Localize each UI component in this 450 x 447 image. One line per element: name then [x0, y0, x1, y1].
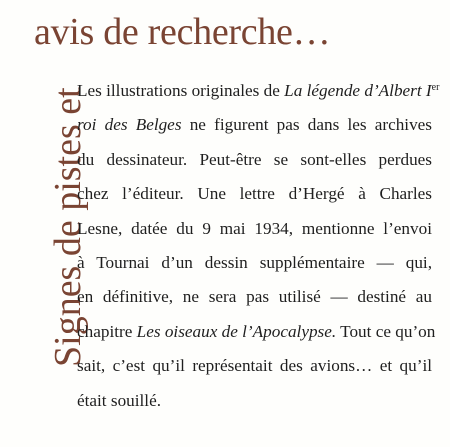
paragraph-line	[77, 74, 440, 108]
text-run: était souillé.	[77, 390, 162, 410]
text-run: chez l’éditeur. Une lettre d’Hergé à Charles	[77, 184, 432, 204]
paragraph-line	[77, 108, 432, 142]
paragraph-line	[77, 315, 436, 349]
paragraph-line	[77, 177, 432, 211]
superscript: er	[431, 82, 440, 93]
text-run: sait, c’est qu’il représentait des avions… et qu’il	[77, 356, 432, 376]
italic-title: roi des Belges	[77, 115, 182, 135]
vertical-section-title: Signes de pistes et	[47, 87, 89, 367]
paragraph-line	[77, 384, 432, 418]
section-heading: avis de recherche…	[34, 11, 331, 53]
text-run: ne figurent pas dans les archives	[181, 115, 432, 135]
italic-title: Les oiseaux de l’Apocalypse.	[136, 321, 337, 341]
paragraph-line	[77, 349, 432, 383]
text-run: Les illustrations originales de	[77, 81, 285, 100]
paragraph-line	[77, 143, 432, 177]
text-run: Lesne, datée du 9 mai 1934, mentionne l’envoi	[77, 218, 432, 238]
body-paragraph	[77, 74, 440, 418]
italic-title: La légende d’Albert I	[284, 81, 432, 100]
text-run: Tout ce qu’on	[336, 321, 436, 341]
text-run: chapitre	[77, 321, 137, 341]
paragraph-line	[77, 280, 432, 314]
paragraph-line	[77, 246, 432, 280]
paragraph-line	[77, 212, 432, 246]
text-run: à Tournai d’un dessin supplémentaire — qui,	[77, 252, 432, 272]
text-run: en définitive, ne sera pas utilisé — destiné au	[77, 287, 432, 307]
text-run: du dessinateur. Peut-être se sont-elles perdues	[77, 149, 432, 169]
